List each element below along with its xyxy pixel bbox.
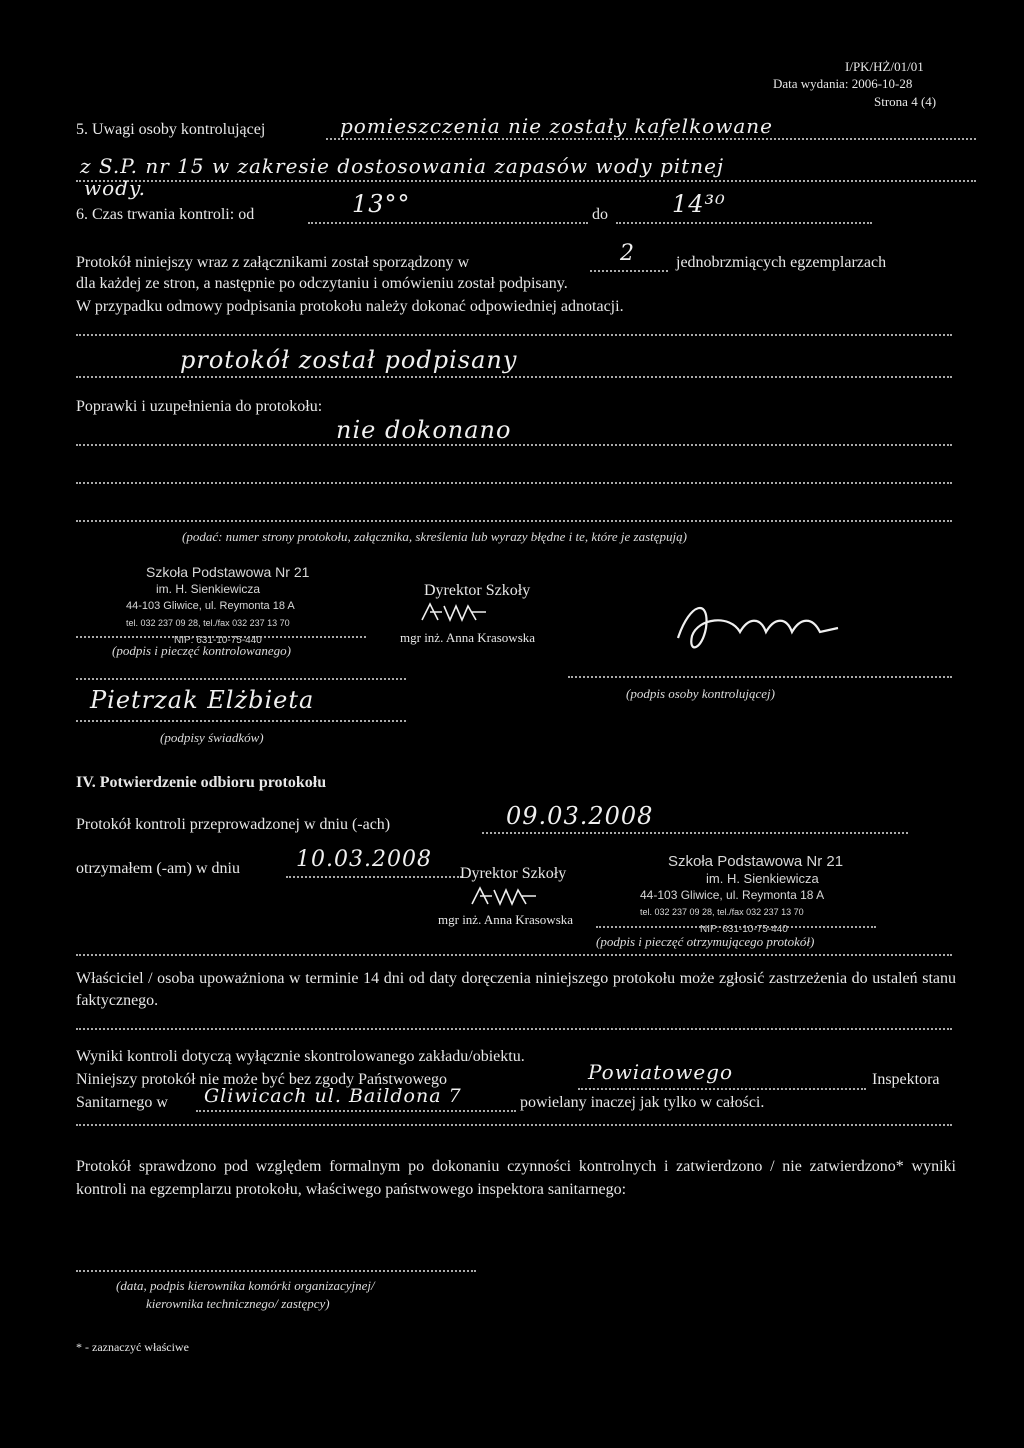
dotted-line <box>76 520 952 522</box>
protocol-text-4: W przypadku odmowy podpisania protokołu należy dokonać odpowiedniej adnotacji. <box>76 298 624 315</box>
protocol-text-2: jednobrzmiących egzemplarzach <box>676 254 887 271</box>
control-end-time: 14³⁰ <box>672 190 726 218</box>
dotted-line <box>76 376 952 378</box>
stamp-line: im. H. Sienkiewicza <box>156 582 261 596</box>
inspector-caption: (podpis osoby kontrolującej) <box>626 686 775 701</box>
stamp-caption: (podpis i pieczęć kontrolowanego) <box>112 643 291 658</box>
issue-date: Data wydania: 2006-10-28 <box>773 76 913 91</box>
handwritten-remark-1: pomieszczenia nie zostały kafelkowane <box>340 114 773 138</box>
footnote: * - zaznaczyć właściwe <box>76 1340 189 1354</box>
director-signature <box>420 600 490 624</box>
results-line-3b: powielany inaczej jak tylko w całości. <box>520 1094 765 1111</box>
stamp-line: im. H. Sienkiewicza <box>706 871 819 886</box>
checked-text: Protokół sprawdzono pod względem formalnym po dokonaniu czynności kontrolnych i zatwierdzono / nie zatwierdzono* wyniki kontroli na egzemplarzu protokołu, właściwego państwowego inspektora sanitarnego: <box>76 1158 956 1198</box>
owner-notice: Właściciel / osoba upoważniona w terminie 14 dni od daty doręczenia niniejszego protokołu może zgłosić zastrzeżenia do ustaleń stanu faktycznego. <box>76 970 956 1009</box>
stamp-line: 44-103 Gliwice, ul. Reymonta 18 A <box>126 600 295 612</box>
director-name: mgr inż. Anna Krasowska <box>400 630 536 645</box>
witness-caption: (podpisy świadków) <box>160 730 264 745</box>
section5-label: 5. Uwagi osoby kontrolującej <box>76 121 266 138</box>
stamp-caption-2: (podpis i pieczęć otrzymującego protokół) <box>596 934 815 949</box>
stamp-line: 44-103 Gliwice, ul. Reymonta 18 A <box>640 888 825 902</box>
handwritten-inspectorate: Powiatowego <box>588 1060 734 1084</box>
control-date: 09.03.2008 <box>506 802 654 830</box>
director-title-2: Dyrektor Szkoły <box>460 865 567 882</box>
handwritten-signed-note: protokół został podpisany <box>180 346 518 374</box>
dotted-line <box>76 636 366 638</box>
dotted-line <box>76 954 952 956</box>
dotted-line <box>596 926 876 928</box>
dotted-line <box>76 180 976 182</box>
corrections-label: Poprawki i uzupełnienia do protokołu: <box>76 398 323 415</box>
dotted-line <box>616 222 872 224</box>
dotted-line <box>76 482 952 484</box>
dotted-line <box>286 876 462 878</box>
dotted-line <box>76 334 952 336</box>
dotted-line <box>76 1028 952 1030</box>
director-title: Dyrektor Szkoły <box>424 582 531 599</box>
receipt-line-1-label: Protokół kontroli przeprowadzonej w dniu (-ach) <box>76 816 391 833</box>
handwritten-corrections: nie dokonano <box>336 416 512 444</box>
dotted-line <box>326 138 976 140</box>
section-iv-title: IV. Potwierdzenie odbioru protokołu <box>76 774 327 791</box>
handwritten-remark-3: wody. <box>84 176 146 200</box>
dotted-line <box>482 832 908 834</box>
results-line-2a: Niniejszy protokół nie może być bez zgody Państwowego <box>76 1071 448 1088</box>
dotted-line <box>76 1124 952 1126</box>
inspector-signature <box>670 598 850 658</box>
page-number: Strona 4 (4) <box>874 94 937 109</box>
section6-label: 6. Czas trwania kontroli: od <box>76 206 255 223</box>
protocol-text-1: Protokół niniejszy wraz z załącznikami został sporządzony w <box>76 254 470 271</box>
stamp-line: tel. 032 237 09 28, tel./fax 032 237 13 70 <box>640 907 804 917</box>
stamp-line: Szkoła Podstawowa Nr 21 <box>146 564 310 580</box>
receipt-line-2-label: otrzymałem (-am) w dniu <box>76 860 240 877</box>
witness-signature: Pietrzak Elżbieta <box>90 686 315 714</box>
dotted-line <box>76 720 406 722</box>
dotted-line <box>568 676 952 678</box>
manager-caption-1: (data, podpis kierownika komórki organizacyjnej/ <box>116 1278 375 1293</box>
dotted-line <box>76 444 952 446</box>
corrections-hint: (podać: numer strony protokołu, załącznika, skreślenia lub wyrazy błędne i te, które je zastępują) <box>182 529 687 544</box>
stamp-line: tel. 032 237 09 28, tel./fax 032 237 13 70 <box>126 618 290 628</box>
handwritten-remark-2: z S.P. nr 15 w zakresie dostosowania zapasów wody pitnej <box>80 154 725 178</box>
dotted-line <box>76 1270 476 1272</box>
control-start-time: 13°° <box>352 190 411 218</box>
results-line-1: Wyniki kontroli dotyczą wyłącznie skontrolowanego zakładu/obiektu. <box>76 1048 525 1065</box>
dotted-line <box>76 678 406 680</box>
director-name-2: mgr inż. Anna Krasowska <box>438 912 574 927</box>
document-code: I/PK/HŻ/01/01 <box>845 59 924 74</box>
stamp-line: NIP: 631-10-75-440 <box>700 924 788 935</box>
stamp-line: Szkoła Podstawowa Nr 21 <box>668 853 844 870</box>
dotted-line <box>196 1110 516 1112</box>
dotted-line <box>578 1088 866 1090</box>
director-signature-2 <box>470 884 540 908</box>
protocol-text-3: dla każdej ze stron, a następnie po odczytaniu i omówieniu został podpisany. <box>76 275 568 292</box>
stamp-line: NIP: 631-10-75-440 <box>174 635 262 646</box>
dotted-line <box>590 270 668 272</box>
manager-caption-2: kierownika technicznego/ zastępcy) <box>146 1296 330 1311</box>
section6-to-label: do <box>592 206 608 223</box>
results-line-2b: Inspektora <box>872 1071 940 1088</box>
results-line-3a: Sanitarnego w <box>76 1094 168 1111</box>
receipt-date: 10.03.2008 <box>296 847 432 872</box>
handwritten-city: Gliwicach ul. Baildona 7 <box>204 1085 462 1107</box>
dotted-line <box>308 222 588 224</box>
copies-count: 2 <box>620 241 635 266</box>
